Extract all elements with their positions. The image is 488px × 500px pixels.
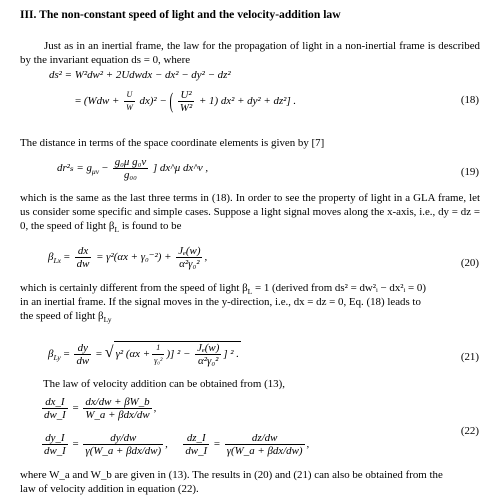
eq22-equals-3: = — [213, 438, 221, 450]
eq22-equals-1: = — [72, 402, 79, 414]
section-heading: III. The non-constant speed of light and the velocity-addition law — [20, 8, 341, 21]
paragraph-final-line-2: law of velocity addition in equation (22). — [20, 483, 199, 495]
equation-18-line-2: = (Wdw + $\frac{U}{W}$ dx)² − ( $\frac{\text{U²}}{\text{W²}}$ + 1) dx² + dy² + dz²] . — [75, 89, 297, 114]
equation-22-number: (22) — [460, 425, 479, 437]
eq19-tail: ] dx^μ dx^ν , — [152, 162, 209, 174]
eq22-frac-x: $\frac{dx/dw + \beta W\_b}{\text{W\_a + βdx/dw}}$ — [85, 396, 150, 421]
p4-l3-sub: Ly — [103, 315, 112, 325]
eq22-comma-3: , — [306, 438, 310, 450]
eq18-frac-u-over-w: $\frac{U}{W}$ — [126, 90, 133, 112]
paragraph-velocity-law: The law of velocity addition can be obtained from (13), — [43, 378, 285, 390]
eq21-beta: β — [48, 348, 54, 360]
equation-21-number: (21) — [460, 351, 479, 363]
eq19-fraction: $\frac{\text{g₀μ g₀ν}}{\text{g₀₀}}$ — [114, 156, 147, 181]
paragraph-final-line-1: where W_a and W_b are given in (13). The results in (20) and (21) can also be obtained from the — [20, 469, 443, 481]
eq22-frac-z: $\frac{dz/dw}{\text{γ(W\_a + βdx/dw)}}$ — [226, 432, 303, 457]
equation-22-line-1 — [40, 396, 156, 421]
eq20-equals: = — [63, 251, 70, 263]
eq21-equals-2: = — [95, 348, 103, 360]
paragraph-intro: Just as in an inertial frame, the law for the propagation of light in a non-inertial frame is described by the invariant equation ds = 0, where — [20, 40, 480, 66]
eq21-sqrt-body — [114, 341, 241, 367]
eq21-inner-a: γ² (αx + — [115, 348, 151, 360]
paragraph-4-line-2: in an inertial frame. If the signal moves in the y-direction, i.e., dx = dz = 0, Eq. (18) leads to — [20, 296, 421, 308]
eq22-comma-2: , — [165, 438, 168, 450]
eq22-equals-2: = — [72, 438, 79, 450]
eq19-lhs: dr²ₛ = — [57, 162, 84, 174]
eq22-frac-dzi-dwi: $\frac{dz\_I}{dw\_I}$ — [185, 432, 208, 457]
eq19-minus: − — [101, 162, 108, 174]
eq22-frac-dyi-dwi: $\frac{dy\_I}{dw\_I}$ — [44, 432, 66, 457]
equation-20 — [48, 245, 207, 270]
equation-19-number: (19) — [460, 166, 479, 178]
eq20-frac-je: $\frac{\text{Jₑ(w)}}{\text{α²γ₀²}}$ — [178, 245, 201, 270]
eq21-inner-b: )] ² − — [166, 348, 191, 360]
eq18-end: ] . — [286, 95, 297, 107]
eq22-frac-dxi-dwi: $\frac{dx\_I}{dw\_I}$ — [44, 396, 66, 421]
eq18-lhs: ds² = — [49, 69, 73, 81]
eq21-beta-sub: Ly — [53, 353, 61, 363]
p4-l1-a: which is certainly different from the speed of light β — [20, 282, 248, 294]
p3-text: which is the same as the last three terms in (18). In order to see the property of light in a GLA frame, let us consider some specific and simple cases. Suppose a light signal moves along the x-axis, i.e., dy = dz = 0, the speed of light β — [20, 192, 480, 232]
paragraph-distance: The distance in terms of the space coordinate elements is given by [7] — [20, 137, 325, 149]
paragraph-gla-frame — [20, 191, 480, 233]
equation-22-line-2 — [40, 432, 309, 457]
p3-end: is found to be — [119, 220, 182, 232]
eq18-term-c: + 1) dx² + dy² + dz² — [198, 95, 287, 107]
p4-l1-sub: L — [247, 287, 253, 297]
equation-18-number: (18) — [460, 94, 479, 106]
eq21-frac-je: $\frac{\text{Jₑ(w)}}{\text{α²γ₀²}}$ — [197, 342, 220, 367]
eq21-end: ] ² . — [223, 348, 239, 360]
equation-19 — [57, 156, 208, 181]
eq21-equals: = — [63, 348, 70, 360]
eq20-beta: β — [48, 251, 54, 263]
eq19-g-sub: μν — [91, 167, 100, 177]
p4-l3-text: the speed of light β — [20, 310, 104, 322]
eq18-term-a: (Wdw + — [83, 95, 120, 107]
p4-l1-b: = 1 (derived from ds² = dw²ᵢ − dx²ᵢ = 0) — [252, 282, 426, 294]
eq18-term-b: dx)² − — [139, 95, 167, 107]
eq20-rhs: = γ²(αx + γ₀⁻²) + — [96, 251, 172, 263]
eq21-inner-frac: $\frac{1}{\text{γ₀²}}$ — [154, 343, 163, 365]
paragraph-4-line-3 — [20, 310, 112, 325]
eq22-frac-y: $\frac{dy/dw}{\text{γ(W\_a + βdx/dw)}}$ — [85, 432, 162, 457]
eq22-comma-1: , — [153, 402, 157, 414]
eq18-frac-u2-over-w2: $\frac{\text{U²}}{\text{W²}}$ — [179, 89, 193, 114]
eq18-equals: = — [75, 95, 82, 107]
eq20-frac-dx-dw: $\frac{dx}{dw}$ — [76, 245, 90, 270]
eq21-frac-dy-dw: $\frac{dy}{dw}$ — [76, 342, 90, 367]
eq20-end: , — [204, 251, 208, 263]
equation-20-number: (20) — [460, 257, 479, 269]
eq20-beta-sub: Lx — [53, 256, 62, 266]
equation-21: $\beta_{Ly}$ = $\frac{dy}{dw}$ = √ γ² (αx + $\frac{1}{\text{γ₀²}}$ )] ² − $\frac{\text{Jₑ(w)}}{\text{α²γ₀²}}$ ] ² . — [48, 342, 239, 367]
paragraph-4-line-1 — [20, 282, 426, 297]
eq18-rhs: W²dw² + 2Udwdx − dx² − dy² − dz² — [74, 69, 231, 81]
p3-sub: L — [114, 225, 120, 235]
eq19-g: g — [86, 162, 92, 174]
equation-18-line-1 — [49, 69, 231, 81]
